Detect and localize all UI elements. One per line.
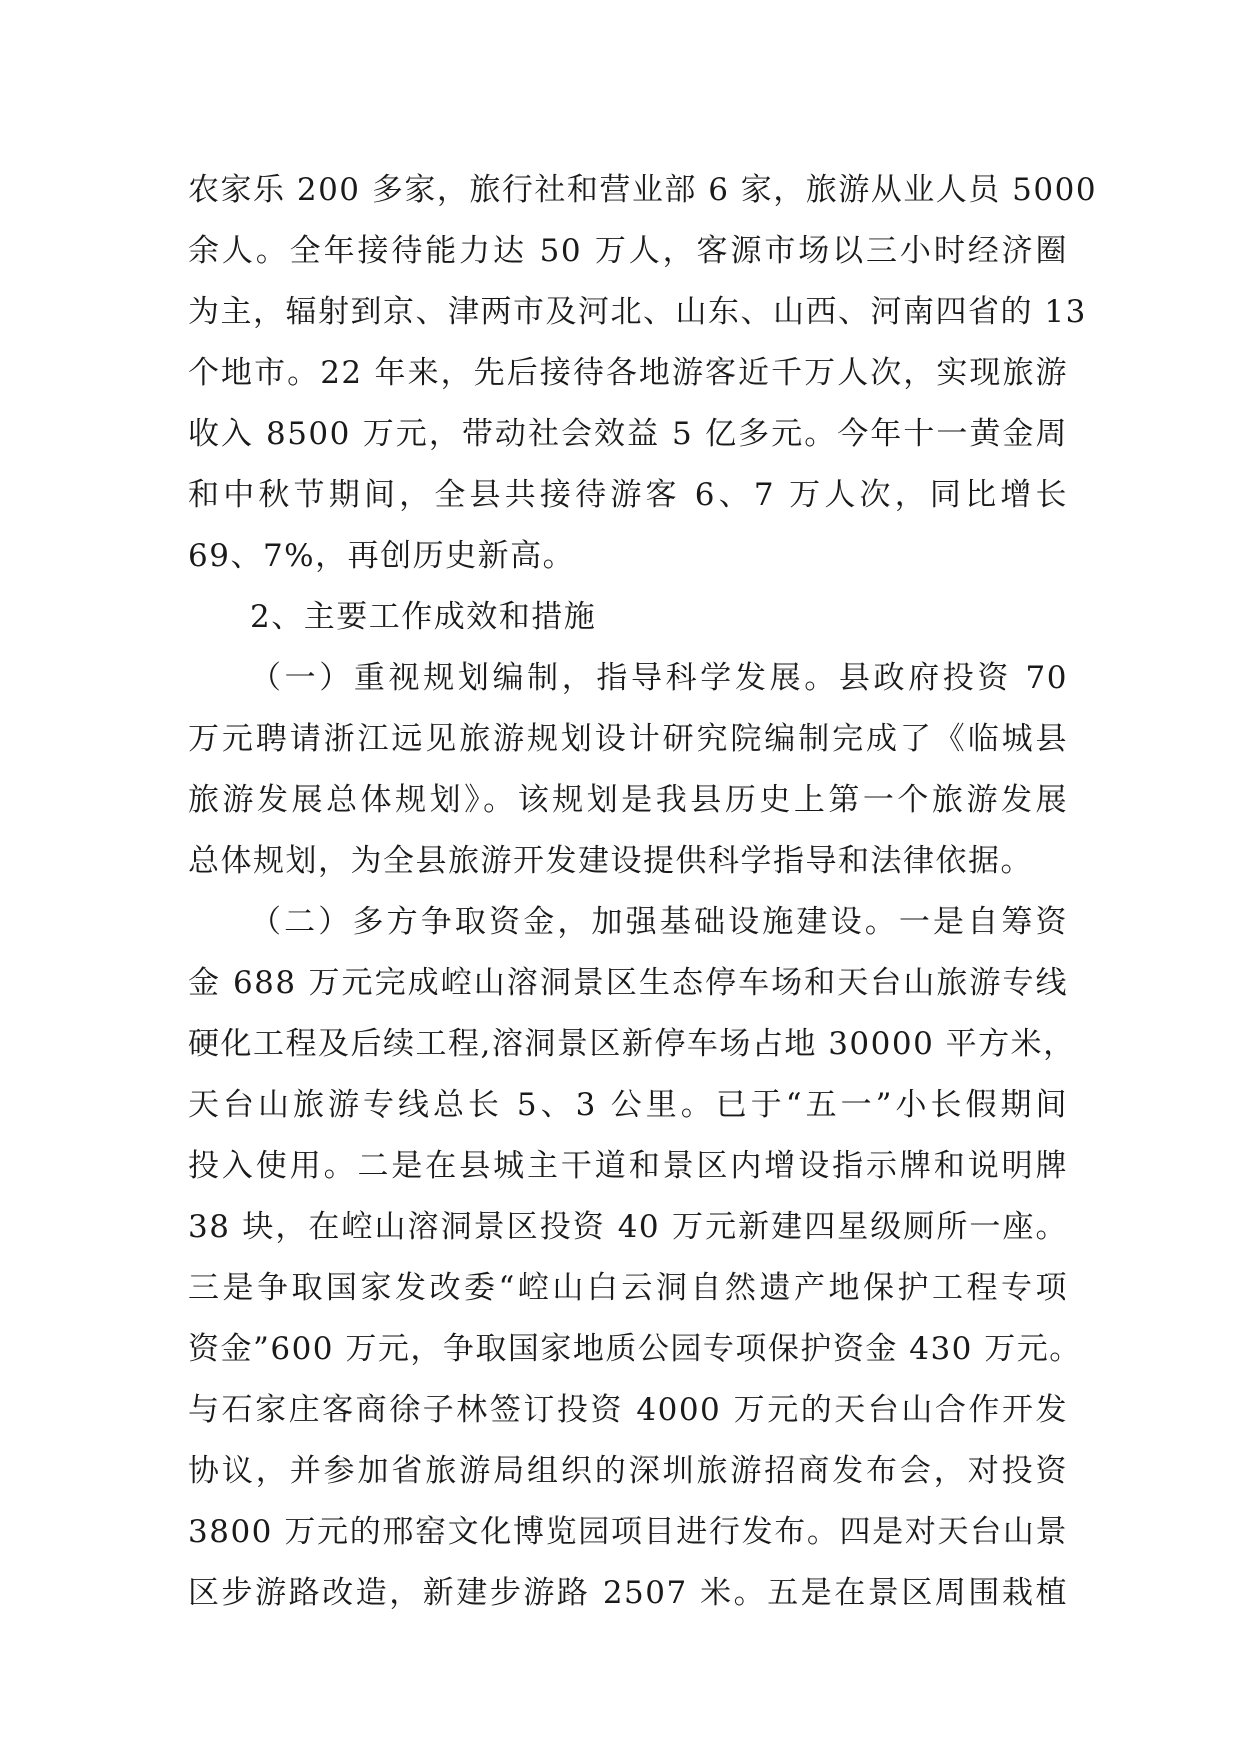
text-line: （二）多方争取资金，加强基础设施建设。一是自筹资	[250, 904, 1068, 940]
text-line: 天台山旅游专线总长 5、3 公里。已于“五一”小长假期间	[188, 1087, 1068, 1123]
text-line: 为主，辐射到京、津两市及河北、山东、山西、河南四省的 13	[188, 294, 1087, 330]
text-line: 收入 8500 万元，带动社会效益 5 亿多元。今年十一黄金周	[188, 416, 1068, 452]
text-line: 投入使用。二是在县城主干道和景区内增设指示牌和说明牌	[188, 1148, 1068, 1184]
text-line: 三是争取国家发改委“崆山白云洞自然遗产地保护工程专项	[188, 1270, 1068, 1306]
text-line: 协议，并参加省旅游局组织的深圳旅游招商发布会，对投资	[188, 1453, 1068, 1489]
text-line: 与石家庄客商徐子林签订投资 4000 万元的天台山合作开发	[188, 1392, 1068, 1428]
text-line: 总体规划，为全县旅游开发建设提供科学指导和法律依据。	[188, 843, 1033, 879]
text-line: 资金”600 万元，争取国家地质公园专项保护资金 430 万元。	[188, 1331, 1082, 1367]
text-line: 硬化工程及后续工程,溶洞景区新停车场占地 30000 平方米，	[188, 1026, 1076, 1062]
text-line: 和中秋节期间，全县共接待游客 6、7 万人次，同比增长	[188, 477, 1068, 513]
body-text	[188, 160, 1098, 1624]
text-line: 旅游发展总体规划》。该规划是我县历史上第一个旅游发展	[188, 782, 1068, 818]
text-line: 个地市。22 年来，先后接待各地游客近千万人次，实现旅游	[188, 355, 1068, 391]
text-line: 农家乐 200 多家，旅行社和营业部 6 家，旅游从业人员 5000	[188, 172, 1098, 208]
text-line: 金 688 万元完成崆山溶洞景区生态停车场和天台山旅游专线	[188, 965, 1068, 1001]
text-line: 万元聘请浙江远见旅游规划设计研究院编制完成了《临城县	[188, 721, 1068, 757]
text-line: 3800 万元的邢窑文化博览园项目进行发布。四是对天台山景	[188, 1514, 1068, 1550]
text-line: 2、主要工作成效和措施	[250, 599, 597, 635]
text-line: 余人。全年接待能力达 50 万人，客源市场以三小时经济圈	[188, 233, 1068, 269]
text-line: 区步游路改造，新建步游路 2507 米。五是在景区周围栽植	[188, 1575, 1068, 1611]
text-line: 69、7%，再创历史新高。	[188, 538, 576, 574]
text-line: （一）重视规划编制，指导科学发展。县政府投资 70	[250, 660, 1068, 696]
text-line: 38 块，在崆山溶洞景区投资 40 万元新建四星级厕所一座。	[188, 1209, 1068, 1245]
